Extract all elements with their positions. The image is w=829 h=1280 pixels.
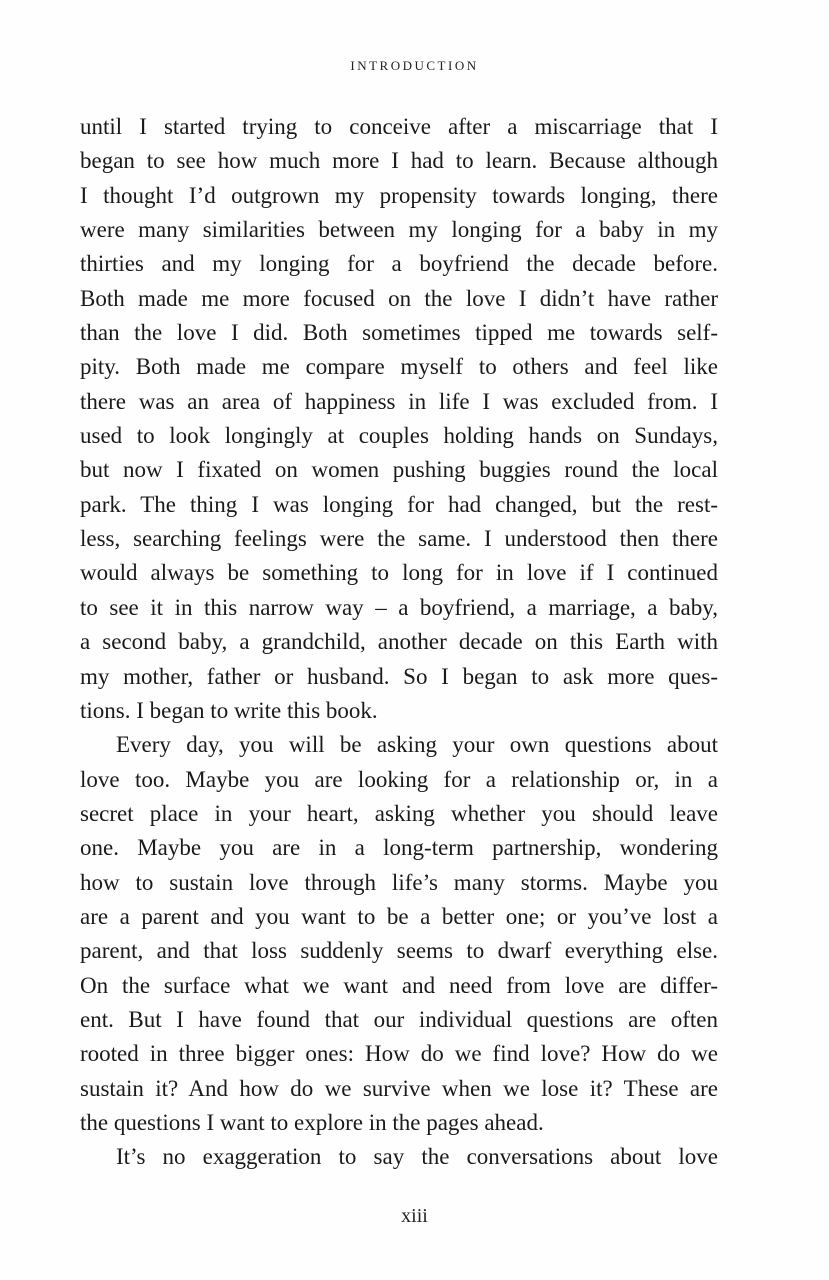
- text-line: a second baby, a grandchild, another decade on this Earth with: [80, 629, 718, 655]
- text-line: parent, and that loss suddenly seems to dwarf everything else.: [80, 938, 718, 964]
- text-line: but now I fixated on women pushing buggies round the local: [80, 457, 718, 483]
- text-line: would always be something to long for in love if I continued: [80, 560, 718, 586]
- text-line: my mother, father or husband. So I began to ask more ques-: [80, 663, 718, 689]
- paragraph-start-line: It’s no exaggeration to say the conversations about love: [116, 1144, 718, 1170]
- page-number: xiii: [401, 1205, 428, 1227]
- text-line: thirties and my longing for a boyfriend the decade before.: [80, 251, 718, 277]
- text-line: ent. But I have found that our individual questions are often: [80, 1006, 718, 1032]
- text-line: are a parent and you want to be a better one; or you’ve lost a: [80, 903, 718, 929]
- text-line: until I started trying to conceive after a miscarriage that I: [80, 114, 718, 139]
- text-line: rooted in three bigger ones: How do we find love? How do we: [80, 1041, 718, 1067]
- text-line: Both made me more focused on the love I didn’t have rather: [80, 285, 718, 311]
- text-line: were many similarities between my longing for a baby in my: [80, 217, 718, 243]
- text-line: there was an area of happiness in life I was excluded from. I: [80, 388, 718, 414]
- text-line: I thought I’d outgrown my propensity towards longing, there: [80, 182, 718, 208]
- paragraph-end-line: the questions I want to explore in the pages ahead.: [80, 1109, 544, 1135]
- text-line: pity. Both made me compare myself to others and feel like: [80, 354, 718, 380]
- body-text: [80, 110, 718, 1175]
- text-line: On the surface what we want and need from love are differ-: [80, 972, 718, 998]
- text-line: how to sustain love through life’s many storms. Maybe you: [80, 869, 718, 895]
- text-line: began to see how much more I had to learn. Because although: [80, 148, 718, 174]
- text-line: less, searching feelings were the same. I understood then there: [80, 526, 718, 552]
- text-line: than the love I did. Both sometimes tipped me towards self-: [80, 320, 718, 346]
- running-head: INTRODUCTION: [350, 58, 479, 73]
- text-line: to see it in this narrow way – a boyfriend, a marriage, a baby,: [80, 594, 718, 620]
- text-line: park. The thing I was longing for had changed, but the rest-: [80, 491, 718, 517]
- text-line: used to look longingly at couples holding hands on Sundays,: [80, 423, 718, 449]
- text-line: sustain it? And how do we survive when we lose it? These are: [80, 1075, 718, 1101]
- paragraph-end-line: tions. I began to write this book.: [80, 697, 378, 723]
- text-line: one. Maybe you are in a long-term partnership, wondering: [80, 835, 718, 861]
- text-line: secret place in your heart, asking whether you should leave: [80, 800, 718, 826]
- paragraph-start-line: Every day, you will be asking your own questions about: [116, 732, 718, 758]
- text-line: love too. Maybe you are looking for a relationship or, in a: [80, 766, 718, 792]
